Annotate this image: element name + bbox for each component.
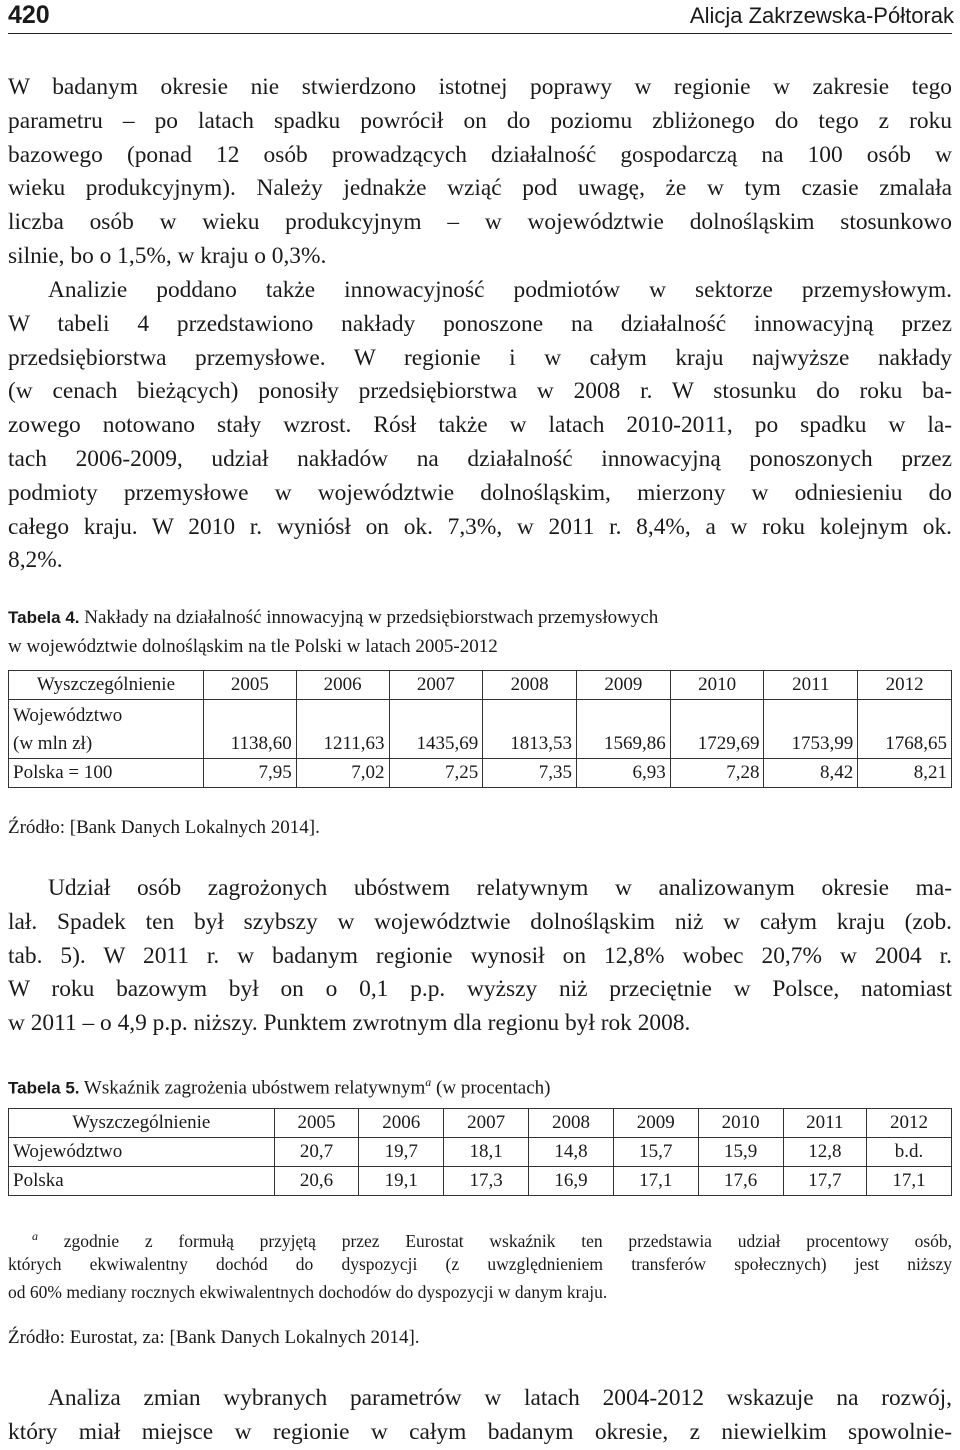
header-cell: 2006 — [359, 1109, 444, 1138]
table-4-caption-line2: w województwie dolnośląskim na tle Polski w latach 2005-2012 — [8, 636, 498, 657]
value-cell: 19,7 — [359, 1138, 444, 1167]
row-label-line2: (w mln zł) — [13, 733, 93, 754]
table-5-source: Źródło: Eurostat, za: [Bank Danych Lokalnych 2014]. — [8, 1327, 420, 1348]
value-cell: 14,8 — [529, 1138, 614, 1167]
value-cell: 16,9 — [529, 1167, 614, 1196]
text-line: całego kraju. W 2010 r. wyniósł on ok. 7,3%, w 2011 r. 8,4%, a w roku kolejnym ok. — [8, 513, 952, 540]
value-cell: 8,21 — [858, 759, 952, 788]
row-label-cell: Polska = 100 — [9, 759, 204, 788]
header-cell: 2007 — [444, 1109, 529, 1138]
value-cell: 17,3 — [444, 1167, 529, 1196]
value-cell: 7,28 — [670, 759, 764, 788]
value-cell: 1211,63 — [296, 700, 389, 759]
value-cell: 1569,86 — [576, 700, 670, 759]
running-author: Alicja Zakrzewska-Półtorak — [689, 3, 954, 28]
value-cell: 7,95 — [203, 759, 296, 788]
value-cell: 20,7 — [274, 1138, 359, 1167]
table-5-caption-unit: (w procentach) — [436, 1077, 551, 1099]
value-cell: 12,8 — [783, 1138, 867, 1167]
header-cell: 2009 — [613, 1109, 698, 1138]
page-number: 420 — [8, 1, 50, 29]
header-cell: Wyszczególnienie — [9, 671, 204, 700]
value-cell: 7,02 — [296, 759, 389, 788]
footnote-line: których ekwiwalentny dochód do dyspozycji (z uwzględnieniem transferów społecznych) jest niższy — [8, 1254, 952, 1274]
value-cell: 17,1 — [867, 1167, 952, 1196]
row-label-cell — [9, 700, 204, 759]
header-cell: 2012 — [858, 671, 952, 700]
value-cell: 17,1 — [613, 1167, 698, 1196]
text-line: parametru – po latach spadku powrócił on do poziomu zbliżonego do tego z roku — [8, 107, 952, 134]
row-label-cell: Województwo — [9, 1138, 275, 1167]
value-cell: 7,35 — [483, 759, 577, 788]
text-line: lał. Spadek ten był szybszy w województwie dolnośląskim niż w całym kraju (zob. — [8, 908, 952, 935]
text-line: zowego notowano stały wzrost. Rósł także w latach 2010-2011, po spadku w la- — [8, 412, 952, 439]
header-cell: 2007 — [389, 671, 483, 700]
text-line: liczba osób w wieku produkcyjnym – w województwie dolnośląskim stosunkowo — [8, 209, 952, 236]
value-cell: 19,1 — [359, 1167, 444, 1196]
table-4-source: Źródło: [Bank Danych Lokalnych 2014]. — [8, 817, 320, 838]
value-cell: 17,6 — [698, 1167, 783, 1196]
header-cell: 2010 — [698, 1109, 783, 1138]
row-label-cell: Polska — [9, 1167, 275, 1196]
footnote-line: od 60% mediany rocznych ekwiwalentnych dochodów do dyspozycji w danym kraju. — [8, 1282, 608, 1302]
row-label-line1: Województwo — [13, 705, 123, 726]
value-cell: 8,42 — [764, 759, 858, 788]
value-cell: 1753,99 — [764, 700, 858, 759]
header-cell: Wyszczególnienie — [9, 1109, 275, 1138]
footnote-line-1: $^a$ zgodnie z formułą przyjętą przez Eurostat wskaźnik ten przedstawia udział procentowy osób, — [32, 1229, 953, 1251]
value-cell: 15,9 — [698, 1138, 783, 1167]
text-line: W tabeli 4 przedstawiono nakłady ponoszone na działalność innowacyjną przez — [8, 310, 952, 337]
value-cell: 6,93 — [576, 759, 670, 788]
value-cell: 15,7 — [613, 1138, 698, 1167]
header-cell: 2011 — [783, 1109, 867, 1138]
header-cell: 2009 — [576, 671, 670, 700]
header-cell: 2008 — [529, 1109, 614, 1138]
text-line: w 2011 – o 4,9 p.p. niższy. Punktem zwrotnym dla regionu był rok 2008. — [8, 1010, 691, 1037]
table-4-label: Tabela 4. — [8, 608, 80, 627]
text-line: tach 2006-2009, udział nakładów na działalność innowacyjną ponoszonych przez — [8, 445, 952, 472]
text-line: wieku produkcyjnym). Należy jednakże wziąć pod uwagę, że w tym czasie zmalała — [8, 175, 952, 202]
text-line: tab. 5). W 2011 r. w badanym regionie wynosił on 12,8% wobec 20,7% w 2004 r. — [8, 942, 952, 969]
value-cell: b.d. — [867, 1138, 952, 1167]
header-cell: 2011 — [764, 671, 858, 700]
table-5-caption — [8, 1068, 952, 1102]
value-cell: 7,25 — [389, 759, 483, 788]
table-header-row — [9, 671, 952, 700]
text-line: bazowego (ponad 12 osób prowadzących działalność gospodarczą na 100 osób w — [8, 141, 952, 168]
value-cell: 1813,53 — [483, 700, 577, 759]
header-cell: 2005 — [203, 671, 296, 700]
paragraph-4 — [8, 1382, 952, 1450]
footnote-marker: a — [32, 1229, 38, 1243]
text-line: przedsiębiorstwa przemysłowe. W regionie i w całym kraju najwyższe nakłady — [8, 344, 952, 371]
table-4-caption — [8, 603, 952, 661]
text-line: (w cenach bieżących) ponosiły przedsiębiorstwa w 2008 r. W stosunku do roku ba- — [8, 378, 952, 405]
text-line: silnie, bo o 1,5%, w kraju o 0,3%. — [8, 242, 327, 269]
value-cell: 1768,65 — [858, 700, 952, 759]
value-cell: 1435,69 — [389, 700, 483, 759]
header-cell: 2006 — [296, 671, 389, 700]
table-header-row — [9, 1109, 952, 1138]
table-5-caption-text: Wskaźnik zagrożenia ubóstwem relatywnym — [83, 1077, 426, 1099]
text-line: Analizie poddano także innowacyjność podmiotów w sektorze przemysłowym. — [48, 277, 952, 303]
table-row — [9, 1138, 952, 1167]
header-cell: 2010 — [670, 671, 764, 700]
text-line: Udział osób zagrożonych ubóstwem relatywnym w analizowanym okresie ma- — [48, 875, 952, 901]
paragraph-2 — [8, 274, 952, 578]
value-cell: 1729,69 — [670, 700, 764, 759]
value-cell: 1138,60 — [203, 700, 296, 759]
table-row — [9, 1167, 952, 1196]
header-cell: 2012 — [867, 1109, 952, 1138]
text-line: Analiza zmian wybranych parametrów w latach 2004-2012 wskazuje na rozwój, — [48, 1385, 952, 1411]
table-4 — [8, 670, 952, 788]
table-5-footnote — [8, 1222, 952, 1306]
running-header — [8, 0, 952, 34]
text-line: W badanym okresie nie stwierdzono istotnej poprawy w regionie w zakresie tego — [8, 74, 952, 100]
header-cell: 2008 — [483, 671, 577, 700]
text-line: który miał miejsce w regionie w całym badanym okresie, z niewielkim spowolnie- — [8, 1418, 952, 1445]
header-cell: 2005 — [274, 1109, 359, 1138]
value-cell: 17,7 — [783, 1167, 867, 1196]
text-line: podmioty przemysłowe w województwie dolnośląskim, mierzony w odniesieniu do — [8, 479, 952, 506]
table-row — [9, 759, 952, 788]
paragraph-1 — [8, 71, 952, 274]
table-5 — [8, 1108, 952, 1196]
text-line: W roku bazowym był on o 0,1 p.p. wyższy niż przeciętnie w Polsce, natomiast — [8, 976, 952, 1003]
text-line: 8,2%. — [8, 547, 63, 574]
value-cell: 20,6 — [274, 1167, 359, 1196]
value-cell: 18,1 — [444, 1138, 529, 1167]
table-4-caption-line1: Nakłady na działalność innowacyjną w przedsiębiorstwach przemysłowych — [84, 607, 659, 628]
table-row — [9, 700, 952, 759]
footnote-marker: a — [425, 1075, 432, 1089]
paragraph-3 — [8, 872, 952, 1041]
table-5-label: Tabela 5. — [8, 1078, 80, 1098]
